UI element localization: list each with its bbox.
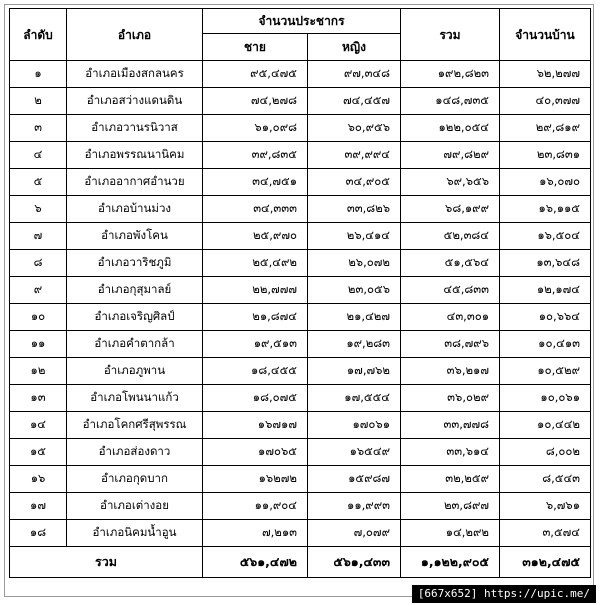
cell-total: ๗๙,๘๒๙ xyxy=(401,142,500,169)
cell-order: ๑๖ xyxy=(10,466,67,493)
cell-total: ๓๓,๖๑๔ xyxy=(401,439,500,466)
cell-total: ๕๒,๓๘๔ xyxy=(401,223,500,250)
cell-district: อำเภอเมืองสกลนคร xyxy=(67,61,203,88)
cell-households: ๖๒,๒๗๗ xyxy=(500,61,591,88)
cell-households: ๘,๕๔๓ xyxy=(500,466,591,493)
table-row xyxy=(10,358,591,385)
cell-households: ๑๐,๖๖๔ xyxy=(500,304,591,331)
cell-total: ๑๔๘,๗๓๕ xyxy=(401,88,500,115)
cell-female: ๒๖,๔๑๔ xyxy=(308,223,401,250)
cell-male: ๗,๒๑๓ xyxy=(203,520,308,547)
header-order: ลำดับ xyxy=(10,9,67,61)
cell-households: ๑๐,๔๔๒ xyxy=(500,412,591,439)
table-row xyxy=(10,493,591,520)
cell-female: ๑๗๐๖๑ xyxy=(308,412,401,439)
cell-households: ๒๓,๘๓๑ xyxy=(500,142,591,169)
cell-order: ๑ xyxy=(10,61,67,88)
table-row xyxy=(10,304,591,331)
table-row xyxy=(10,331,591,358)
table-body xyxy=(10,61,591,547)
cell-total: ๕๑,๕๖๔ xyxy=(401,250,500,277)
cell-households: ๘,๐๐๒ xyxy=(500,439,591,466)
cell-order: ๑๓ xyxy=(10,385,67,412)
cell-male: ๑๑,๙๐๔ xyxy=(203,493,308,520)
table-row xyxy=(10,250,591,277)
cell-order: ๔ xyxy=(10,142,67,169)
cell-households: ๒๙,๘๑๙ xyxy=(500,115,591,142)
cell-female: ๒๑,๔๒๗ xyxy=(308,304,401,331)
cell-district: อำเภอนิคมน้ำอูน xyxy=(67,520,203,547)
table-row xyxy=(10,196,591,223)
cell-order: ๙ xyxy=(10,277,67,304)
table-row xyxy=(10,88,591,115)
cell-female: ๖๐,๙๕๖ xyxy=(308,115,401,142)
table-row xyxy=(10,115,591,142)
cell-order: ๑๑ xyxy=(10,331,67,358)
cell-total: ๒๓,๘๙๗ xyxy=(401,493,500,520)
cell-male: ๓๙,๘๓๕ xyxy=(203,142,308,169)
table-row xyxy=(10,142,591,169)
cell-female: ๑๕๙๘๗ xyxy=(308,466,401,493)
cell-female: ๓๓,๘๒๖ xyxy=(308,196,401,223)
cell-female: ๒๓,๐๕๖ xyxy=(308,277,401,304)
cell-female: ๑๑,๙๙๓ xyxy=(308,493,401,520)
table-row xyxy=(10,466,591,493)
cell-district: อำเภอเต่างอย xyxy=(67,493,203,520)
table-row xyxy=(10,412,591,439)
cell-order: ๖ xyxy=(10,196,67,223)
header-households: จำนวนบ้าน xyxy=(500,9,591,61)
summary-row xyxy=(10,547,591,578)
cell-district: อำเภอพังโคน xyxy=(67,223,203,250)
cell-district: อำเภออากาศอำนวย xyxy=(67,169,203,196)
cell-order: ๑๒ xyxy=(10,358,67,385)
cell-households: ๑๖,๐๗๐ xyxy=(500,169,591,196)
table-row xyxy=(10,169,591,196)
cell-male: ๒๑,๘๗๔ xyxy=(203,304,308,331)
cell-order: ๑๔ xyxy=(10,412,67,439)
cell-male: ๒๕,๔๙๒ xyxy=(203,250,308,277)
table-row xyxy=(10,520,591,547)
summary-label: รวม xyxy=(10,547,203,578)
cell-district: อำเภอกุสุมาลย์ xyxy=(67,277,203,304)
cell-total: ๔๕,๘๓๓ xyxy=(401,277,500,304)
header-total: รวม xyxy=(401,9,500,61)
cell-order: ๘ xyxy=(10,250,67,277)
summary-male: ๕๖๑,๔๗๒ xyxy=(203,547,308,578)
cell-order: ๑๘ xyxy=(10,520,67,547)
cell-male: ๑๘,๔๕๕ xyxy=(203,358,308,385)
table-row xyxy=(10,439,591,466)
cell-male: ๓๔,๗๕๑ xyxy=(203,169,308,196)
cell-total: ๖๘,๑๙๙ xyxy=(401,196,500,223)
cell-male: ๖๑,๐๙๘ xyxy=(203,115,308,142)
cell-order: ๑๗ xyxy=(10,493,67,520)
table-row xyxy=(10,277,591,304)
cell-male: ๙๕,๔๗๕ xyxy=(203,61,308,88)
cell-households: ๔๐,๓๗๗ xyxy=(500,88,591,115)
cell-male: ๒๒,๗๗๗ xyxy=(203,277,308,304)
header-female: หญิง xyxy=(308,34,401,61)
cell-households: ๑๐,๕๒๙ xyxy=(500,358,591,385)
table-row xyxy=(10,385,591,412)
cell-households: ๑๐,๐๖๑ xyxy=(500,385,591,412)
summary-total: ๑,๑๒๒,๙๐๕ xyxy=(401,547,500,578)
cell-total: ๓๖,๒๑๗ xyxy=(401,358,500,385)
cell-order: ๑๕ xyxy=(10,439,67,466)
cell-male: ๑๘,๐๗๕ xyxy=(203,385,308,412)
cell-female: ๑๙,๒๘๓ xyxy=(308,331,401,358)
cell-male: ๒๕,๙๗๐ xyxy=(203,223,308,250)
cell-district: อำเภอพรรณนานิคม xyxy=(67,142,203,169)
cell-total: ๔๓,๓๐๑ xyxy=(401,304,500,331)
cell-male: ๑๖๒๗๒ xyxy=(203,466,308,493)
header-row-top xyxy=(10,9,591,34)
summary-female: ๕๖๑,๔๓๓ xyxy=(308,547,401,578)
cell-district: อำเภอบ้านม่วง xyxy=(67,196,203,223)
cell-district: อำเภอกุดบาก xyxy=(67,466,203,493)
cell-total: ๓๒,๒๕๙ xyxy=(401,466,500,493)
cell-total: ๑๒๒,๐๕๔ xyxy=(401,115,500,142)
cell-district: อำเภอโพนนาแก้ว xyxy=(67,385,203,412)
cell-female: ๒๖,๐๗๒ xyxy=(308,250,401,277)
cell-female: ๓๔,๙๐๕ xyxy=(308,169,401,196)
cell-households: ๑๓,๖๔๘ xyxy=(500,250,591,277)
cell-total: ๖๙,๖๕๖ xyxy=(401,169,500,196)
cell-households: ๑๖,๕๐๔ xyxy=(500,223,591,250)
header-district: อำเภอ xyxy=(67,9,203,61)
header-male: ชาย xyxy=(203,34,308,61)
cell-male: ๑๙,๕๑๓ xyxy=(203,331,308,358)
cell-order: ๗ xyxy=(10,223,67,250)
cell-order: ๓ xyxy=(10,115,67,142)
cell-district: อำเภอโคกศรีสุพรรณ xyxy=(67,412,203,439)
cell-female: ๗๔,๔๕๗ xyxy=(308,88,401,115)
cell-female: ๑๗,๕๕๔ xyxy=(308,385,401,412)
cell-male: ๑๗๐๖๕ xyxy=(203,439,308,466)
cell-district: อำเภอวานรนิวาส xyxy=(67,115,203,142)
cell-male: ๑๖๗๑๗ xyxy=(203,412,308,439)
cell-district: อำเภอสว่างแดนดิน xyxy=(67,88,203,115)
cell-district: อำเภอคำตากล้า xyxy=(67,331,203,358)
cell-female: ๗,๐๗๙ xyxy=(308,520,401,547)
cell-male: ๗๔,๒๗๘ xyxy=(203,88,308,115)
cell-female: ๑๗,๗๖๒ xyxy=(308,358,401,385)
cell-district: อำเภอเจริญศิลป์ xyxy=(67,304,203,331)
cell-order: ๒ xyxy=(10,88,67,115)
cell-female: ๙๗,๓๔๘ xyxy=(308,61,401,88)
population-table xyxy=(9,8,591,578)
table-row xyxy=(10,223,591,250)
cell-households: ๑๒,๑๗๔ xyxy=(500,277,591,304)
header-population: จำนวนประชากร xyxy=(203,9,401,34)
cell-order: ๑๐ xyxy=(10,304,67,331)
summary-households: ๓๑๒,๔๗๕ xyxy=(500,547,591,578)
cell-total: ๑๔,๒๙๒ xyxy=(401,520,500,547)
cell-district: อำเภอส่องดาว xyxy=(67,439,203,466)
cell-households: ๑๐,๔๑๓ xyxy=(500,331,591,358)
table-row xyxy=(10,61,591,88)
watermark-label: [667x652] https://upic.me/ xyxy=(412,585,596,603)
cell-households: ๓,๕๗๔ xyxy=(500,520,591,547)
cell-total: ๓๓,๗๗๘ xyxy=(401,412,500,439)
cell-female: ๑๖๕๔๙ xyxy=(308,439,401,466)
cell-order: ๕ xyxy=(10,169,67,196)
cell-district: อำเภอภูพาน xyxy=(67,358,203,385)
cell-female: ๓๙,๙๙๔ xyxy=(308,142,401,169)
cell-households: ๖,๗๖๑ xyxy=(500,493,591,520)
cell-households: ๑๖,๑๑๕ xyxy=(500,196,591,223)
cell-total: ๓๖,๐๒๙ xyxy=(401,385,500,412)
cell-total: ๑๙๒,๘๒๓ xyxy=(401,61,500,88)
cell-district: อำเภอวาริชภูมิ xyxy=(67,250,203,277)
cell-male: ๓๔,๓๓๓ xyxy=(203,196,308,223)
cell-total: ๓๘,๗๙๖ xyxy=(401,331,500,358)
